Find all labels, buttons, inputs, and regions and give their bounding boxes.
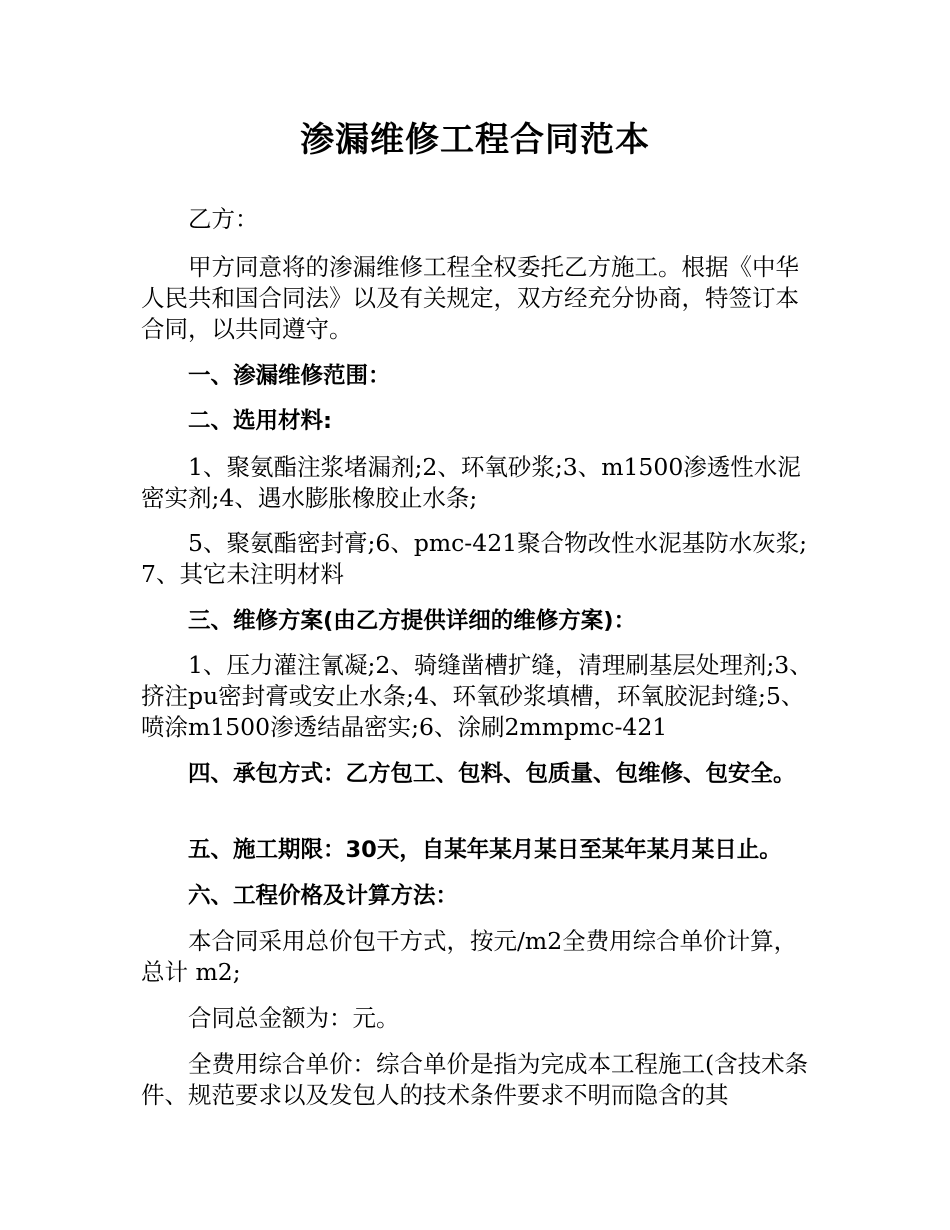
heading-repair-plan: 三、维修方案(由乙方提供详细的维修方案)： [188, 608, 637, 634]
heading-contract-mode: 四、承包方式：乙方包工、包料、包质量、包维修、包安全。 [188, 761, 796, 787]
paragraph-materials-2: 5、聚氨酯密封膏;6、pmc-421聚合物改性水泥基防水灰浆;7、其它未注明材料 [141, 529, 808, 588]
paragraph-intro: 甲方同意将的渗漏维修工程全权委托乙方施工。根据《中华人民共和国合同法》以及有关规定，双方经充分协商，特签订本合同，以共同遵守。 [141, 253, 799, 343]
paragraph-party-b: 乙方： [188, 205, 259, 233]
heading-pricing: 六、工程价格及计算方法： [188, 883, 459, 909]
paragraph-pricing-method: 本合同采用总价包干方式，按元/m2全费用综合单价计算，总计 m2; [141, 927, 798, 986]
document-title: 渗漏维修工程合同范本 [300, 120, 650, 160]
heading-repair-scope: 一、渗漏维修范围： [188, 363, 391, 389]
paragraph-total-amount: 合同总金额为：元。 [188, 1004, 400, 1032]
paragraph-unit-price-definition: 全费用综合单价：综合单价是指为完成本工程施工(含技术条件、规范要求以及发包人的技术条件要求不明而隐含的其 [141, 1050, 809, 1109]
heading-materials: 二、选用材料: [188, 408, 332, 434]
paragraph-materials-1: 1、聚氨酯注浆堵漏剂;2、环氧砂浆;3、m1500渗透性水泥密实剂;4、遇水膨胀橡胶止水条; [141, 453, 801, 512]
heading-construction-period: 五、施工期限：30天，自某年某月某日至某年某月某日止。 [188, 837, 782, 863]
paragraph-repair-plan: 1、压力灌注氰凝;2、骑缝凿槽扩缝，清理刷基层处理剂;3、挤注pu密封膏或安止水条;4、环氧砂浆填槽，环氧胶泥封缝;5、喷涂m1500渗透结晶密实;6、涂刷2mmpmc-421 [141, 651, 813, 741]
